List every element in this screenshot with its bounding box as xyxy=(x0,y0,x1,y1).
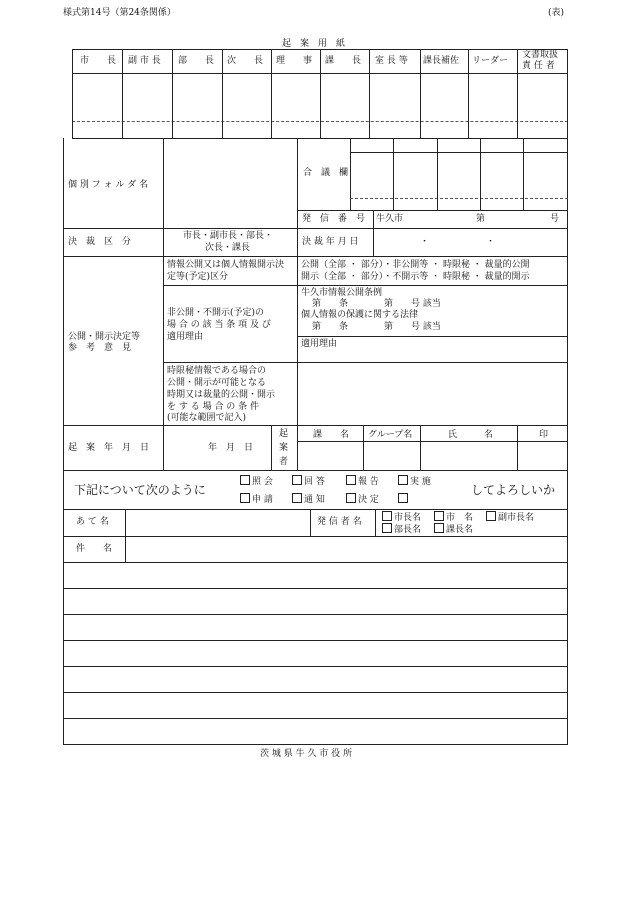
address-label: あ て 名 xyxy=(76,517,109,527)
timed-label-3: 時期又は裁量的公開・開示 xyxy=(167,390,276,400)
decision-date-label: 決 裁 年 月 日 xyxy=(302,237,359,247)
request-option-report: 報 告 xyxy=(346,475,379,488)
category-line-1: 公開（全部 ・ 部分）・非公開等 ・ 時限秘 ・ 裁量的公開 xyxy=(301,260,530,270)
checkbox-icon xyxy=(486,511,496,521)
send-number-go: 号 xyxy=(550,214,560,224)
approver-vice-mayor: 副 市 長 xyxy=(128,56,161,66)
sender-label: 発 信 者 名 xyxy=(317,517,362,527)
col-person-name: 氏 名 xyxy=(448,430,494,440)
form-number: 様式第14号（第24条関係） xyxy=(63,8,176,18)
ordinance-1-article: 第 条 第 号 該当 xyxy=(312,299,441,309)
sender-option-section-chief: 課長名 xyxy=(434,523,473,536)
checkbox-icon xyxy=(240,493,250,503)
approver-councillor: 理 事 xyxy=(276,56,313,66)
approver-section-chief: 課 長 xyxy=(325,56,362,66)
ordinance-1: 牛久市情報公開条例 xyxy=(301,288,383,298)
checkbox-icon xyxy=(398,493,408,503)
timed-label-2: 公開・開示が可能となる xyxy=(167,378,267,388)
send-number-label: 発 信 番 号 xyxy=(302,214,366,224)
approver-assistant-chief: 課長補佐 xyxy=(423,56,460,66)
request-tail: してよろしいか xyxy=(471,483,556,497)
timed-label-5: (可能な範囲で記入) xyxy=(167,413,247,423)
sender-option-city: 市 名 xyxy=(434,511,473,524)
drafter-label-2: 案 xyxy=(279,443,289,453)
checkbox-icon xyxy=(346,493,356,503)
decision-label: 決 裁 区 分 xyxy=(68,237,132,247)
decision-date-dot-2: ・ xyxy=(486,237,496,247)
approver-leader: リーダー xyxy=(472,56,509,66)
approver-director: 部 長 xyxy=(178,56,215,66)
send-number-city: 牛久市 xyxy=(376,214,404,224)
ordinance-2: 個人情報の保護に関する法律 xyxy=(301,310,419,320)
category-label-1: 情報公開又は個人情報開示決 xyxy=(167,260,285,270)
checkbox-icon xyxy=(398,475,408,485)
sender-option-mayor: 市長名 xyxy=(382,511,421,524)
checkbox-icon xyxy=(434,511,444,521)
reason-label-1: 非公開・不開示(予定)の xyxy=(167,308,265,318)
checkbox-icon xyxy=(292,475,302,485)
timed-label-1: 時限秘情報である場合の xyxy=(167,366,267,376)
drafter-label-1: 起 xyxy=(279,429,289,439)
request-option-execute: 実 施 xyxy=(398,475,431,488)
subject-label: 件 名 xyxy=(76,544,113,554)
request-option-reply: 回 答 xyxy=(292,475,325,488)
request-option-apply: 申 請 xyxy=(240,493,273,506)
col-seal: 印 xyxy=(539,430,549,440)
draft-date-label: 起 案 年 月 日 xyxy=(68,443,150,453)
timed-label-4: を す る 場 合 の 条 件 xyxy=(167,402,260,412)
checkbox-icon xyxy=(240,475,250,485)
request-option-inquiry: 照 会 xyxy=(240,475,273,488)
disclosure-label-2: 参 考 意 見 xyxy=(68,343,132,353)
approver-office-head: 室 長 等 xyxy=(375,56,408,66)
request-option-blank xyxy=(398,493,410,506)
checkbox-icon xyxy=(434,523,444,533)
reason-label-2: 場 合 の 該 当 条 項 及 び xyxy=(167,320,271,330)
request-option-decide: 決 定 xyxy=(346,493,379,506)
send-number-dai: 第 xyxy=(476,214,486,224)
approver-mayor: 市 長 xyxy=(80,56,117,66)
decision-value-1: 市長・副市長・部長・ xyxy=(183,231,274,241)
category-line-2: 開示（全部 ・ 部分）・不開示等 ・ 時限秘 ・ 裁量的開示 xyxy=(301,272,530,282)
reason-label-3: 適用理由 xyxy=(167,332,204,342)
side-indicator: (表) xyxy=(548,8,565,18)
disclosure-label-1: 公開・開示決定等 xyxy=(68,332,141,342)
sender-option-director: 部長名 xyxy=(382,523,421,536)
footer-office: 茨 城 県 牛 久 市 役 所 xyxy=(260,749,353,759)
apply-reason-label: 適用理由 xyxy=(301,339,338,349)
consult-label: 合 議 欄 xyxy=(303,168,349,178)
request-option-notify: 通 知 xyxy=(292,493,325,506)
col-section-name: 課 名 xyxy=(313,430,350,440)
drafter-label-3: 者 xyxy=(279,457,289,467)
checkbox-icon xyxy=(292,493,302,503)
decision-value-2: 次長・課長 xyxy=(205,243,251,253)
checkbox-icon xyxy=(382,523,392,533)
sender-option-vice-mayor: 副市長名 xyxy=(486,511,534,524)
checkbox-icon xyxy=(346,475,356,485)
ordinance-2-article: 第 条 第 号 該当 xyxy=(312,322,441,332)
decision-date-dot-1: ・ xyxy=(420,237,430,247)
draft-date-value: 年 月 日 xyxy=(208,443,254,453)
category-label-2: 定等(予定)区分 xyxy=(167,272,229,282)
approver-doc-handler-2: 責 任 者 xyxy=(522,61,555,71)
approver-deputy-director: 次 長 xyxy=(227,56,264,66)
checkbox-icon xyxy=(382,511,392,521)
folder-label: 個 別 フ ォ ル ダ 名 xyxy=(68,180,149,190)
col-group-name: グループ名 xyxy=(368,430,413,440)
approver-doc-handler: 文書取扱 xyxy=(522,50,559,60)
form-title: 起 案 用 紙 xyxy=(282,39,346,49)
request-lead: 下記について次のように xyxy=(74,483,206,497)
